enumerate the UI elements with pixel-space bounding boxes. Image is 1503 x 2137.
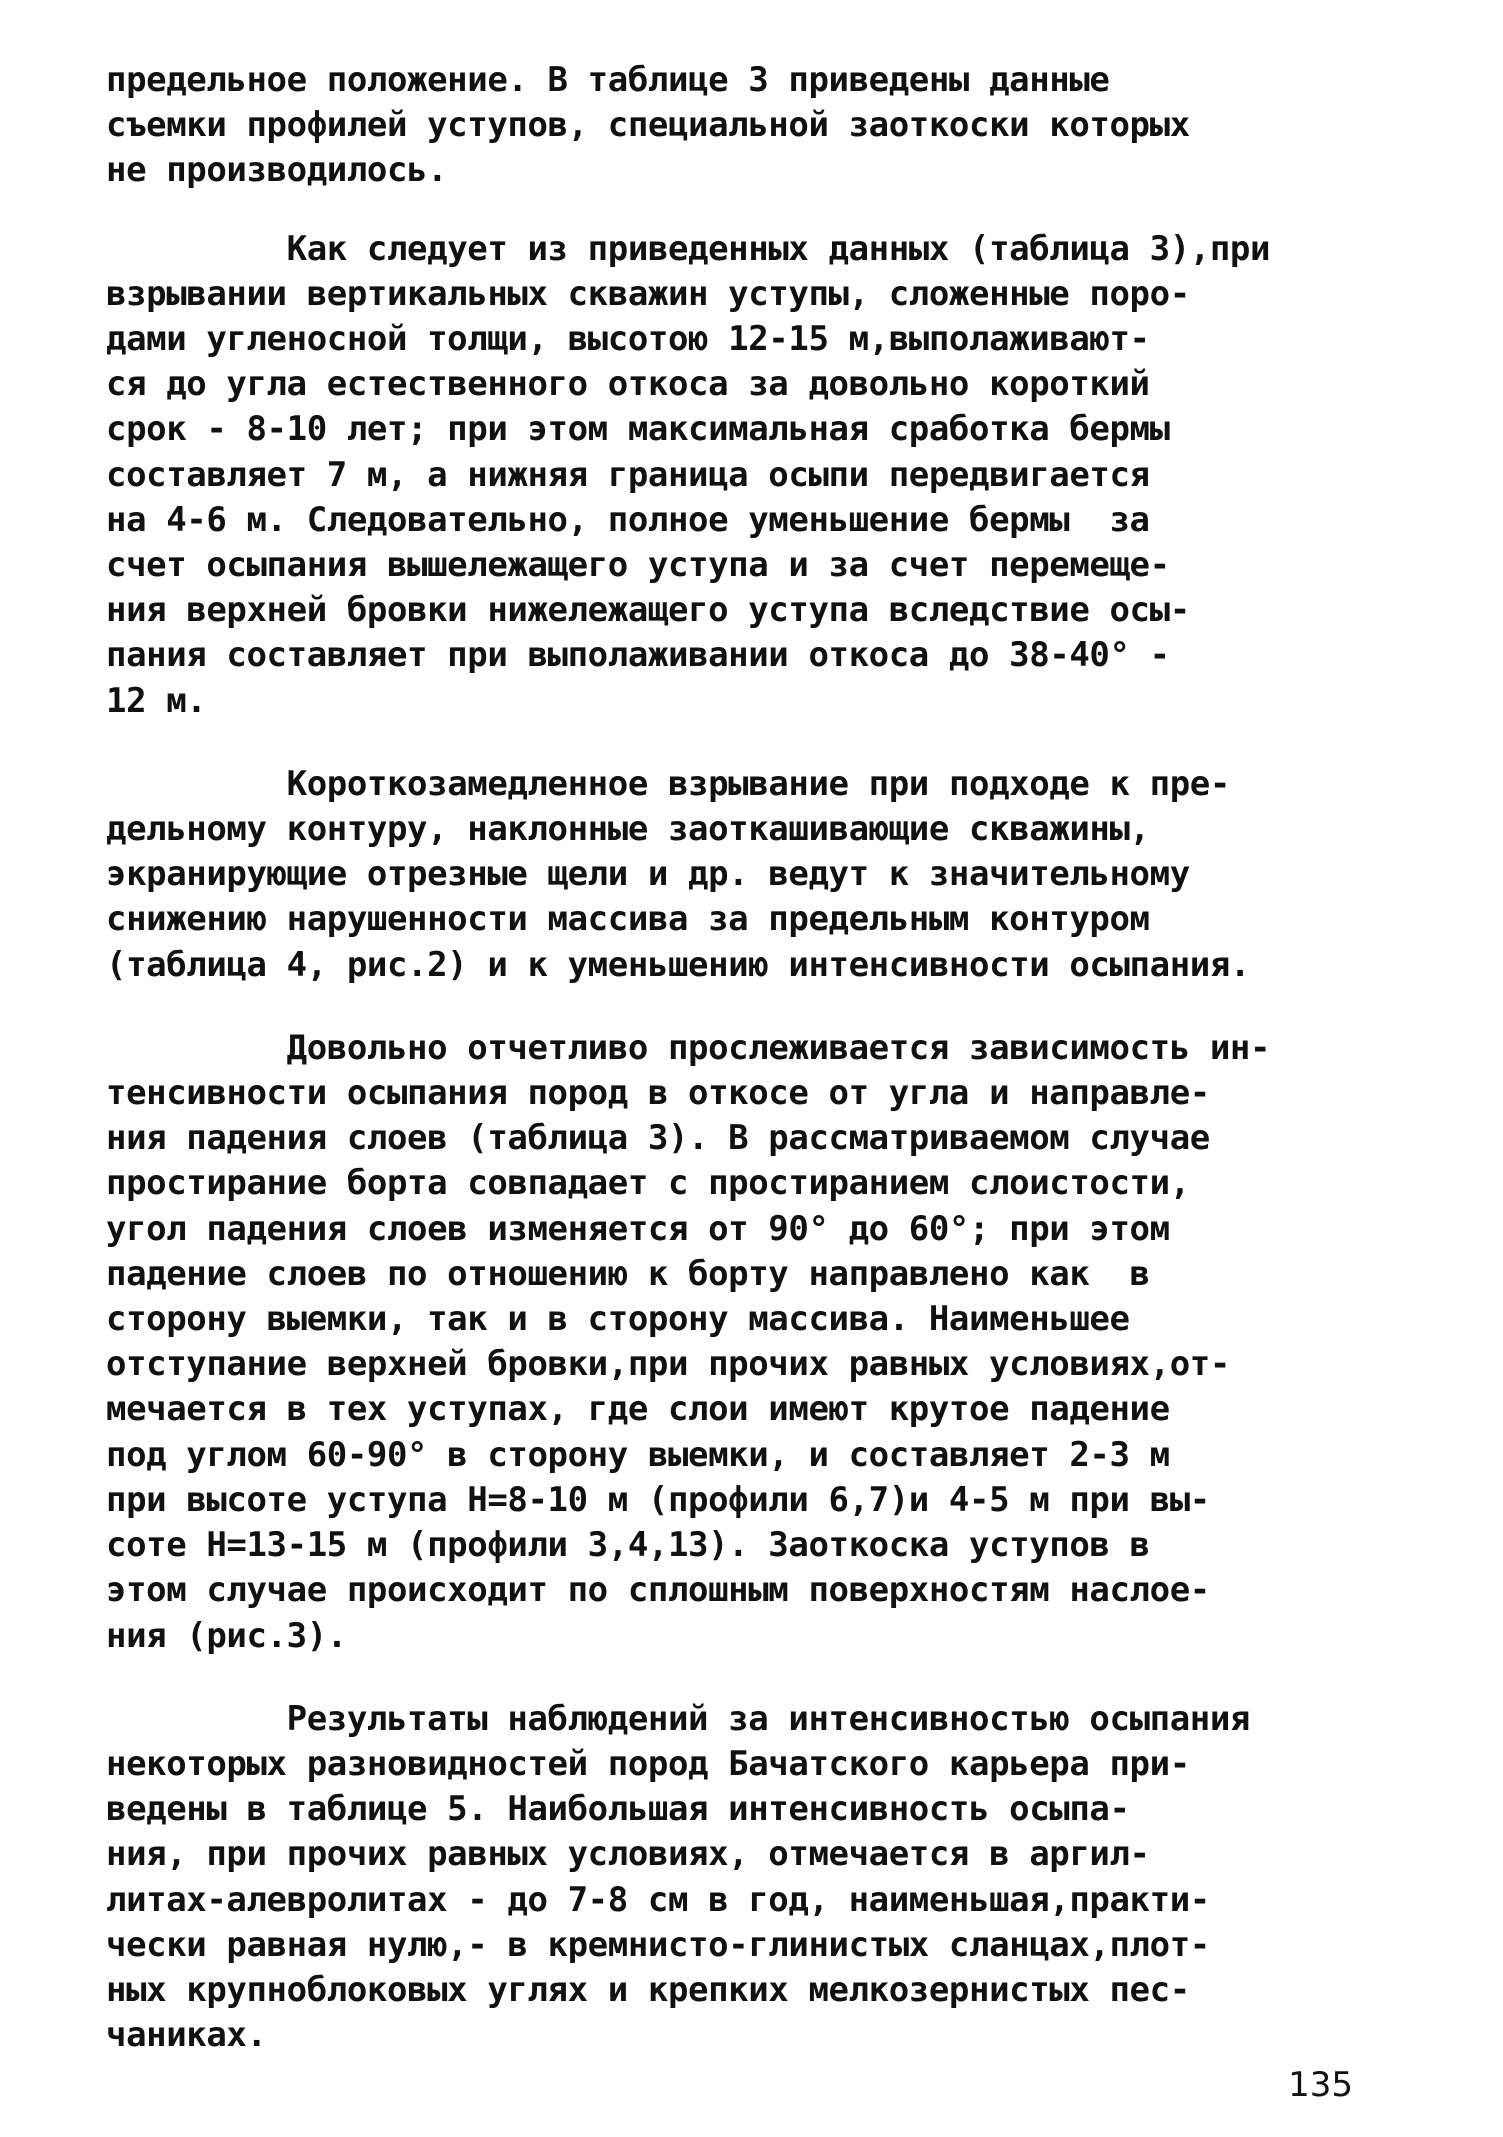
page-body [106, 58, 1436, 2118]
page-number: 135 [1288, 2065, 1353, 2105]
paragraph-4: Довольно отчетливо прослеживается зависимость ин- тенсивности осыпания пород в откосе от угла и направле- ния падения слоев (таблица 3). В рассматриваемом случае простирание борта совпадает с простиранием слоистости, угол падения слоев изменяется от 90° до 60°; при этом падение слоев по отношению к борту направлено как в сторону выемки, так и в сторону массива. Наименьшее отступание верхней бровки,при прочих равных условиях,от- мечается в тех уступах, где слои имеют крутое падение под углом 60-90° в сторону выемки, и составляет 2-3 м при высоте уступа Н=8-10 м (профили 6,7)и 4-5 м при вы- соте Н=13-15 м (профили 3,4,13). Заоткоска уступов в этом случае происходит по сплошным поверхностям наслое- ния (рис.3). [106, 1027, 1271, 1656]
paragraph-5: Результаты наблюдений за интенсивностью осыпания некоторых разновидностей пород Бачатского карьера при- ведены в таблице 5. Наибольшая интенсивность осыпа- ния, при прочих равных условиях, отмечается в аргил- литах-алевролитах - до 7-8 см в год, наименьшая,практи- чески равная нулю,- в кремнисто-глинистых сланцах,плот- ных крупноблоковых углях и крепких мелкозернистых пес- чаниках. [106, 1698, 1250, 2056]
paragraph-3: Короткозамедленное взрывание при подходе к пре- дельному контуру, наклонные заоткашивающие скважины, экранирующие отрезные щели и др. ведут к значительному снижению нарушенности массива за предельным контуром (таблица 4, рис.2) и к уменьшению интенсивности осыпания. [106, 763, 1250, 985]
paragraph-2: Как следует из приведенных данных (таблица 3),при взрывании вертикальных скважин уступы, сложенные поро- дами угленосной толщи, высотою 12-15 м,выполаживают- ся до угла естественного откоса за довольно короткий срок - 8-10 лет; при этом максимальная сработка бермы составляет 7 м, а нижняя граница осыпи передвигается на 4-6 м. Следовательно, полное уменьшение бермы за счет осыпания вышележащего уступа и за счет перемеще- ния верхней бровки нижележащего уступа вследствие осы- пания составляет при выполаживании откоса до 38-40° - 12 м. [106, 228, 1271, 721]
paragraph-1: предельное положение. В таблице 3 приведены данные съемки профилей уступов, специальной заоткоски которых не производилось. [106, 60, 1190, 191]
